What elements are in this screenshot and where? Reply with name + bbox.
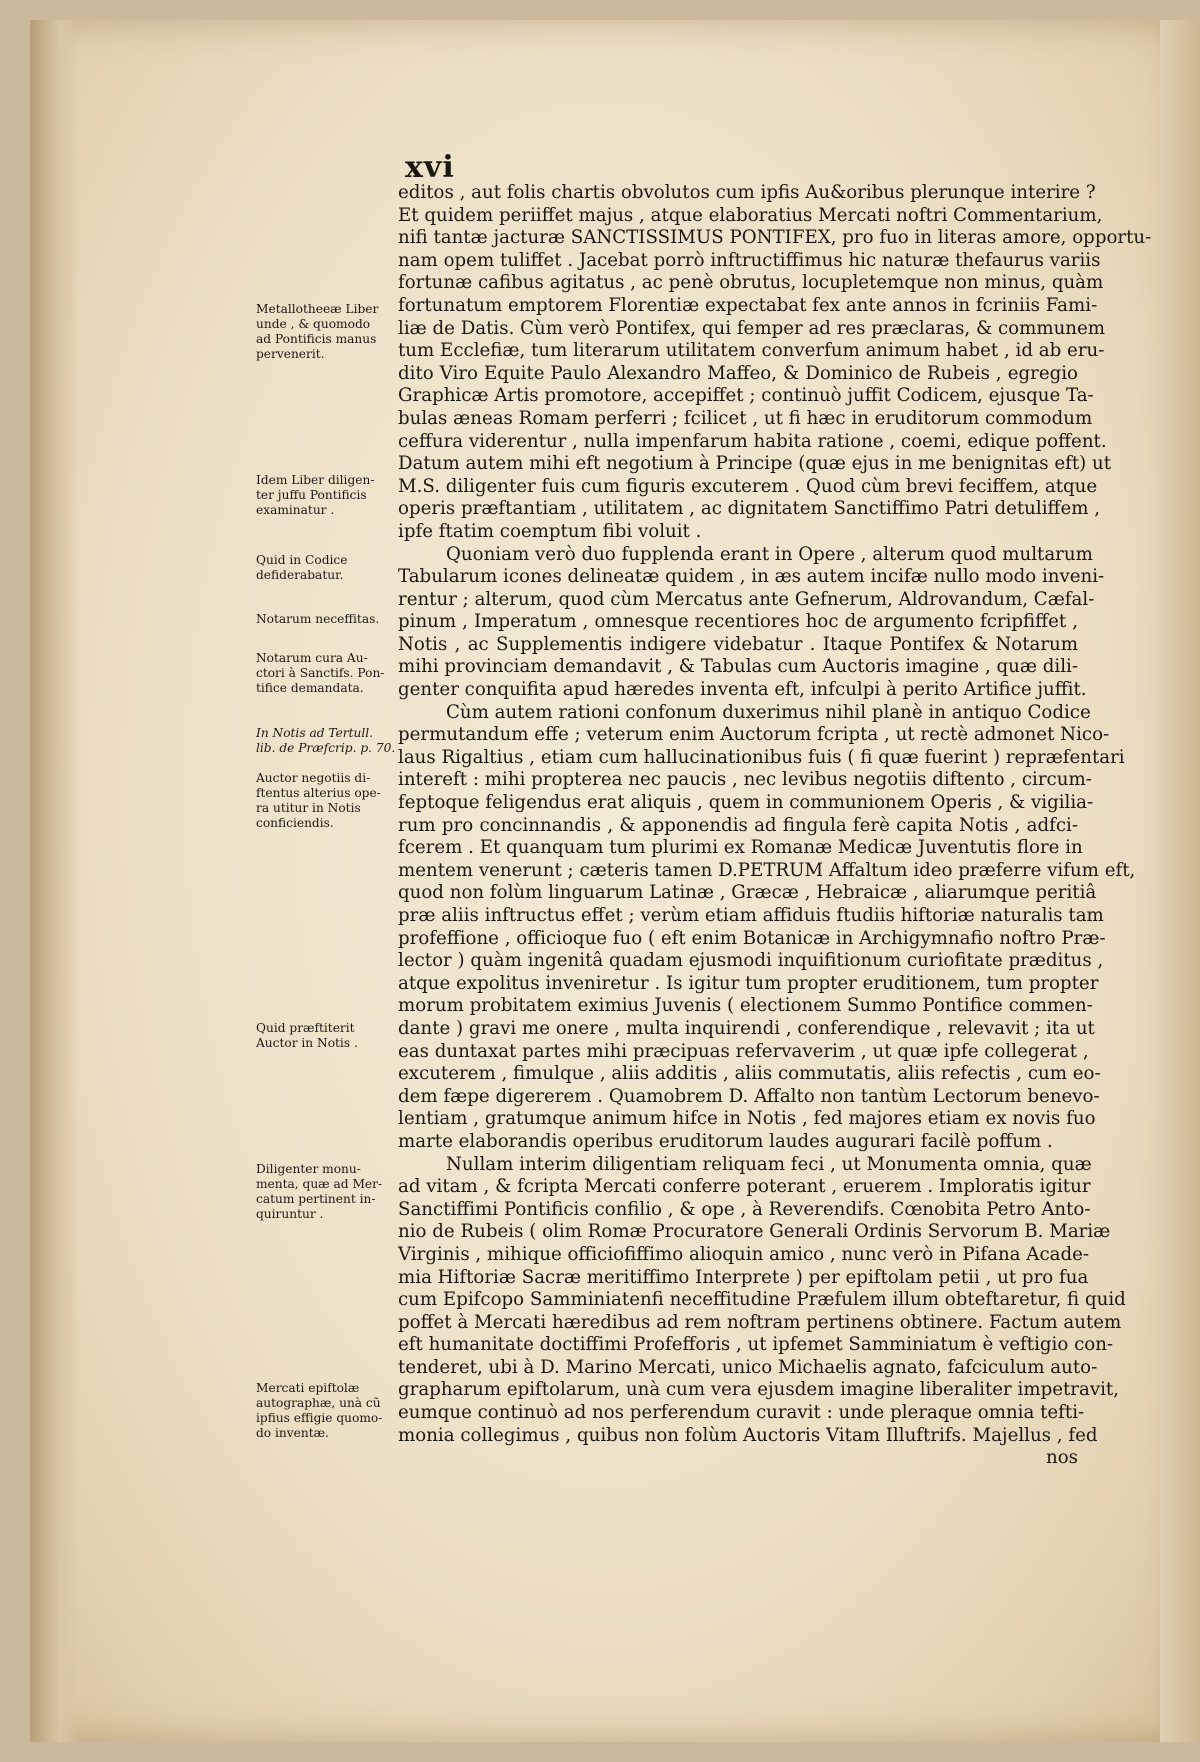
margin-note-line: Notarum neceffitas. — [256, 612, 380, 626]
text-line: nam opem tuliffet . Jacebat porrò inftructiffimus hic naturæ thefaurus variis — [398, 249, 1101, 271]
page-edge — [1160, 20, 1200, 1742]
margin-note — [256, 612, 394, 627]
text-line: fcerem . Et quanquam tum plurimi ex Romanæ Medicæ Juventutis flore in — [398, 837, 1083, 859]
text-line: eas duntaxat partes mihi præcipuas refervaverim , ut quæ ipfe collegerat , — [398, 1040, 1089, 1062]
text-line: morum probitatem eximius Juvenis ( electionem Summo Pontifice commen- — [398, 995, 1093, 1017]
text-line: lector ) quàm ingenitâ quadam ejusmodi inquifitionum curiofitate præditus , — [398, 950, 1104, 972]
text-line: eft humanitate doctiffimi Profefforis , ut ipfemet Samminiatum è veftigio con- — [398, 1334, 1114, 1356]
margin-note-line: Auctor in Notis . — [256, 1036, 358, 1050]
text-line: eumque continuò ad nos perferendum curavit : unde pleraque omnia tefti- — [398, 1402, 1085, 1424]
text-line: Graphicæ Artis promotore, accepiffet ; continuò juffit Codicem, ejusque Ta- — [398, 385, 1094, 407]
text-line: laus Rigaltius , etiam cum hallucinationibus fuis ( fi quæ fuerint ) repræfentari — [398, 746, 1125, 768]
text-line: atque expolitus inveniretur . Is igitur tum propter eruditionem, tum propter — [398, 972, 1099, 994]
text-line: cum Epifcopo Samminiatenfi neceffitudine Præfulem illum obteftaretur, fi quid — [398, 1289, 1126, 1311]
text-line: nifi tantæ jacturæ SANCTISSIMUS PONTIFEX, pro fuo in literas amore, opportu- — [398, 227, 1152, 249]
text-line: Tabularum icones delineatæ quidem , in æs autem incifæ nullo modo inveni- — [398, 566, 1105, 588]
margin-note-line: Quid in Codice — [256, 553, 348, 567]
text-line: intereft : mihi propterea nec paucis , nec levibus negotiis diftento , circum- — [398, 769, 1092, 791]
text-line: rum pro concinnandis , & apponendis ad fingula ferè capita Notis , adfci- — [398, 814, 1078, 836]
margin-note — [256, 651, 394, 696]
margin-note-line: defiderabatur. — [256, 568, 344, 582]
text-line: profeffione , officioque fuo ( eft enim Botanicæ in Archigymnafio noftro Præ- — [398, 927, 1106, 949]
margin-note-line: catum pertinent in- — [256, 1192, 376, 1206]
text-line: M.S. diligenter fuis cum figuris excuterem . Quod cùm brevi feciffem, atque — [398, 475, 1098, 497]
text-line: mihi provinciam demandavit , & Tabulas cum Auctoris imagine , quæ dili- — [398, 656, 1078, 678]
margin-note-line: unde , & quomodo — [256, 317, 371, 331]
text-line: grapharum epiftolarum, unà cum vera ejusdem imagine liberaliter impetravit, — [398, 1379, 1119, 1401]
binding-gutter — [30, 20, 80, 1742]
margin-note — [256, 553, 394, 583]
text-line: tenderet, ubi à D. Marino Mercati, unico Michaelis agnato, fafciculum auto- — [398, 1356, 1098, 1378]
text-line: dito Viro Equite Paulo Alexandro Maffeo, & Dominico de Rubeis , egregio — [398, 362, 1078, 384]
text-line: Nullam interim diligentiam reliquam feci , ut Monumenta omnia, quæ — [446, 1153, 1092, 1175]
text-line: ceffura viderentur , nulla impenfarum habita ratione , coemi, edique poffent. — [398, 430, 1107, 452]
text-line: tum Ecclefiæ, tum literarum utilitatem converfum animum habet , id ab eru- — [398, 340, 1105, 362]
margin-note-line: Notarum cura Au- — [256, 651, 368, 665]
margin-note-line: menta, quæ ad Mer- — [256, 1177, 383, 1191]
margin-note — [256, 726, 394, 756]
margin-note-line: Metallotheeæ Liber — [256, 302, 379, 316]
margin-note — [256, 302, 394, 362]
margin-note-line: ra utitur in Notis — [256, 801, 361, 815]
text-line: Cùm autem rationi confonum duxerimus nihil planè in antiquo Codice — [446, 701, 1091, 723]
text-line: feptoque feligendus erat aliquis , quem in communionem Operis , & vigilia- — [398, 792, 1094, 814]
margin-note — [256, 1021, 394, 1051]
margin-note-line: quiruntur . — [256, 1207, 324, 1221]
text-line: marte elaborandis operibus eruditorum laudes augurari facilè poffum . — [398, 1130, 1053, 1152]
text-line: nos — [1046, 1447, 1078, 1469]
text-line: Notis , ac Supplementis indigere videbatur . Itaque Pontifex & Notarum — [398, 633, 1078, 655]
text-line: ipfe ftatim coemptum fibi voluit . — [398, 520, 702, 542]
margin-note-line: pervenerit. — [256, 347, 325, 361]
text-line: excuterem , fimulque , aliis additis , aliis commutatis, aliis refectis , cum eo- — [398, 1063, 1101, 1085]
page-number: xvi — [405, 150, 455, 185]
text-line: permutandum effe ; veterum enim Auctorum fcripta , ut rectè admonet Nico- — [398, 724, 1110, 746]
margin-note-line: autographæ, unà cũ — [256, 1396, 381, 1410]
text-line: liæ de Datis. Cùm verò Pontifex, qui femper ad res præclaras, & communem — [398, 317, 1106, 339]
text-line: monia collegimus , quibus non folùm Auctoris Vitam Illuftrifs. Majellus , fed — [398, 1424, 1098, 1446]
text-line: Sanctiffimi Pontificis confilio , & ope , à Reverendifs. Cœnobita Petro Anto- — [398, 1198, 1091, 1220]
margin-note-line: tifice demandata. — [256, 681, 364, 695]
text-line: bulas æneas Romam perferri ; fcilicet , ut fi hæc in eruditorum commodum — [398, 407, 1093, 429]
text-line: editos , aut folis chartis obvolutos cum ipfis Au&oribus plerunque interire ? — [398, 182, 1096, 203]
margin-note-line: ftentus alterius ope- — [256, 786, 381, 800]
margin-note-line: lib. de Præfcrip. p. 70. — [256, 741, 396, 755]
text-line: dante ) gravi me onere , multa inquirendi , conferendique , relevavit ; ita ut — [398, 1017, 1095, 1039]
text-line: mentem venerunt ; cæteris tamen D.PETRUM Affaltum ideo præferre vifum eft, — [398, 859, 1136, 881]
margin-note — [256, 1381, 394, 1441]
margin-note — [256, 473, 394, 518]
text-line: fortunæ cafibus agitatus , ac penè obrutus, locupletemque non minus, quàm — [398, 272, 1104, 294]
text-line: Quoniam verò duo fupplenda erant in Opere , alterum quod multarum — [446, 543, 1093, 565]
margin-note — [256, 1162, 394, 1222]
text-line: operis præftantiam , utilitatem , ac dignitatem Sanctiffimo Patri detuliffem , — [398, 498, 1101, 520]
text-line: ad vitam , & fcripta Mercati conferre poterant , eruerem . Imploratis igitur — [398, 1176, 1091, 1198]
text-line: lentiam , gratumque animum hifce in Notis , fed majores etiam ex novis fuo — [398, 1108, 1096, 1130]
main-text-block — [398, 182, 1152, 1470]
text-line: poffet à Mercati hæredibus ad rem noftram pertinens obtinere. Factum autem — [398, 1311, 1122, 1333]
text-line: genter conquifita apud hæredes inventa eft, infculpi à perito Artifice juffit. — [398, 679, 1087, 701]
text-line: Virginis , mihique officiofiffimo alioquin amico , nunc verò in Pifana Acade- — [398, 1243, 1090, 1265]
margin-note-line: Idem Liber diligen- — [256, 473, 375, 487]
margin-note-line: Mercati epiftolæ — [256, 1381, 360, 1395]
text-line: præ aliis inftructus effet ; verùm etiam affiduis ftudiis hiftoriæ naturalis tam — [398, 905, 1104, 926]
margin-note-line: ter juffu Pontificis — [256, 488, 367, 502]
text-line: nio de Rubeis ( olim Romæ Procuratore Generali Ordinis Servorum B. Mariæ — [398, 1221, 1111, 1243]
margin-note-line: ad Pontificis manus — [256, 332, 377, 346]
margin-note-line: ctori à Sanctifs. Pon- — [256, 666, 385, 680]
margin-note-line: conficiendis. — [256, 816, 334, 830]
text-line: Datum autem mihi eft negotium à Principe (quæ ejus in me benignitas eft) ut — [398, 453, 1112, 475]
margin-note-line: examinatur . — [256, 503, 335, 517]
margin-note-line: Quid præftiterit — [256, 1021, 355, 1035]
text-line: pinum , Imperatum , omnesque recentiores hoc de argumento fcripfiffet , — [398, 611, 1078, 633]
text-line: mia Hiftoriæ Sacræ meritiffimo Interprete ) per epiftolam petii , ut pro fua — [398, 1266, 1089, 1288]
text-line: quod non folùm linguarum Latinæ , Græcæ , Hebraicæ , aliarumque peritiâ — [398, 882, 1097, 904]
text-line: rentur ; alterum, quod cùm Mercatus ante Gefnerum, Aldrovandum, Cæfal- — [398, 588, 1095, 610]
margin-note-line: do inventæ. — [256, 1426, 329, 1440]
margin-note-line: In Notis ad Tertull. — [256, 726, 374, 740]
margin-note-line: ipfius effigie quomo- — [256, 1411, 383, 1425]
margin-note-line: Auctor negotiis di- — [256, 771, 371, 785]
margin-note-line: Diligenter monu- — [256, 1162, 361, 1176]
text-line: Et quidem periiffet majus , atque elaboratius Mercati noftri Commentarium, — [398, 204, 1103, 226]
text-line: dem fæpe digererem . Quamobrem D. Affalto non tantùm Lectorum benevo- — [398, 1085, 1100, 1107]
margin-note — [256, 771, 394, 831]
text-line: fortunatum emptorem Florentiæ expectabat fex ante annos in fcriniis Fami- — [398, 294, 1098, 316]
